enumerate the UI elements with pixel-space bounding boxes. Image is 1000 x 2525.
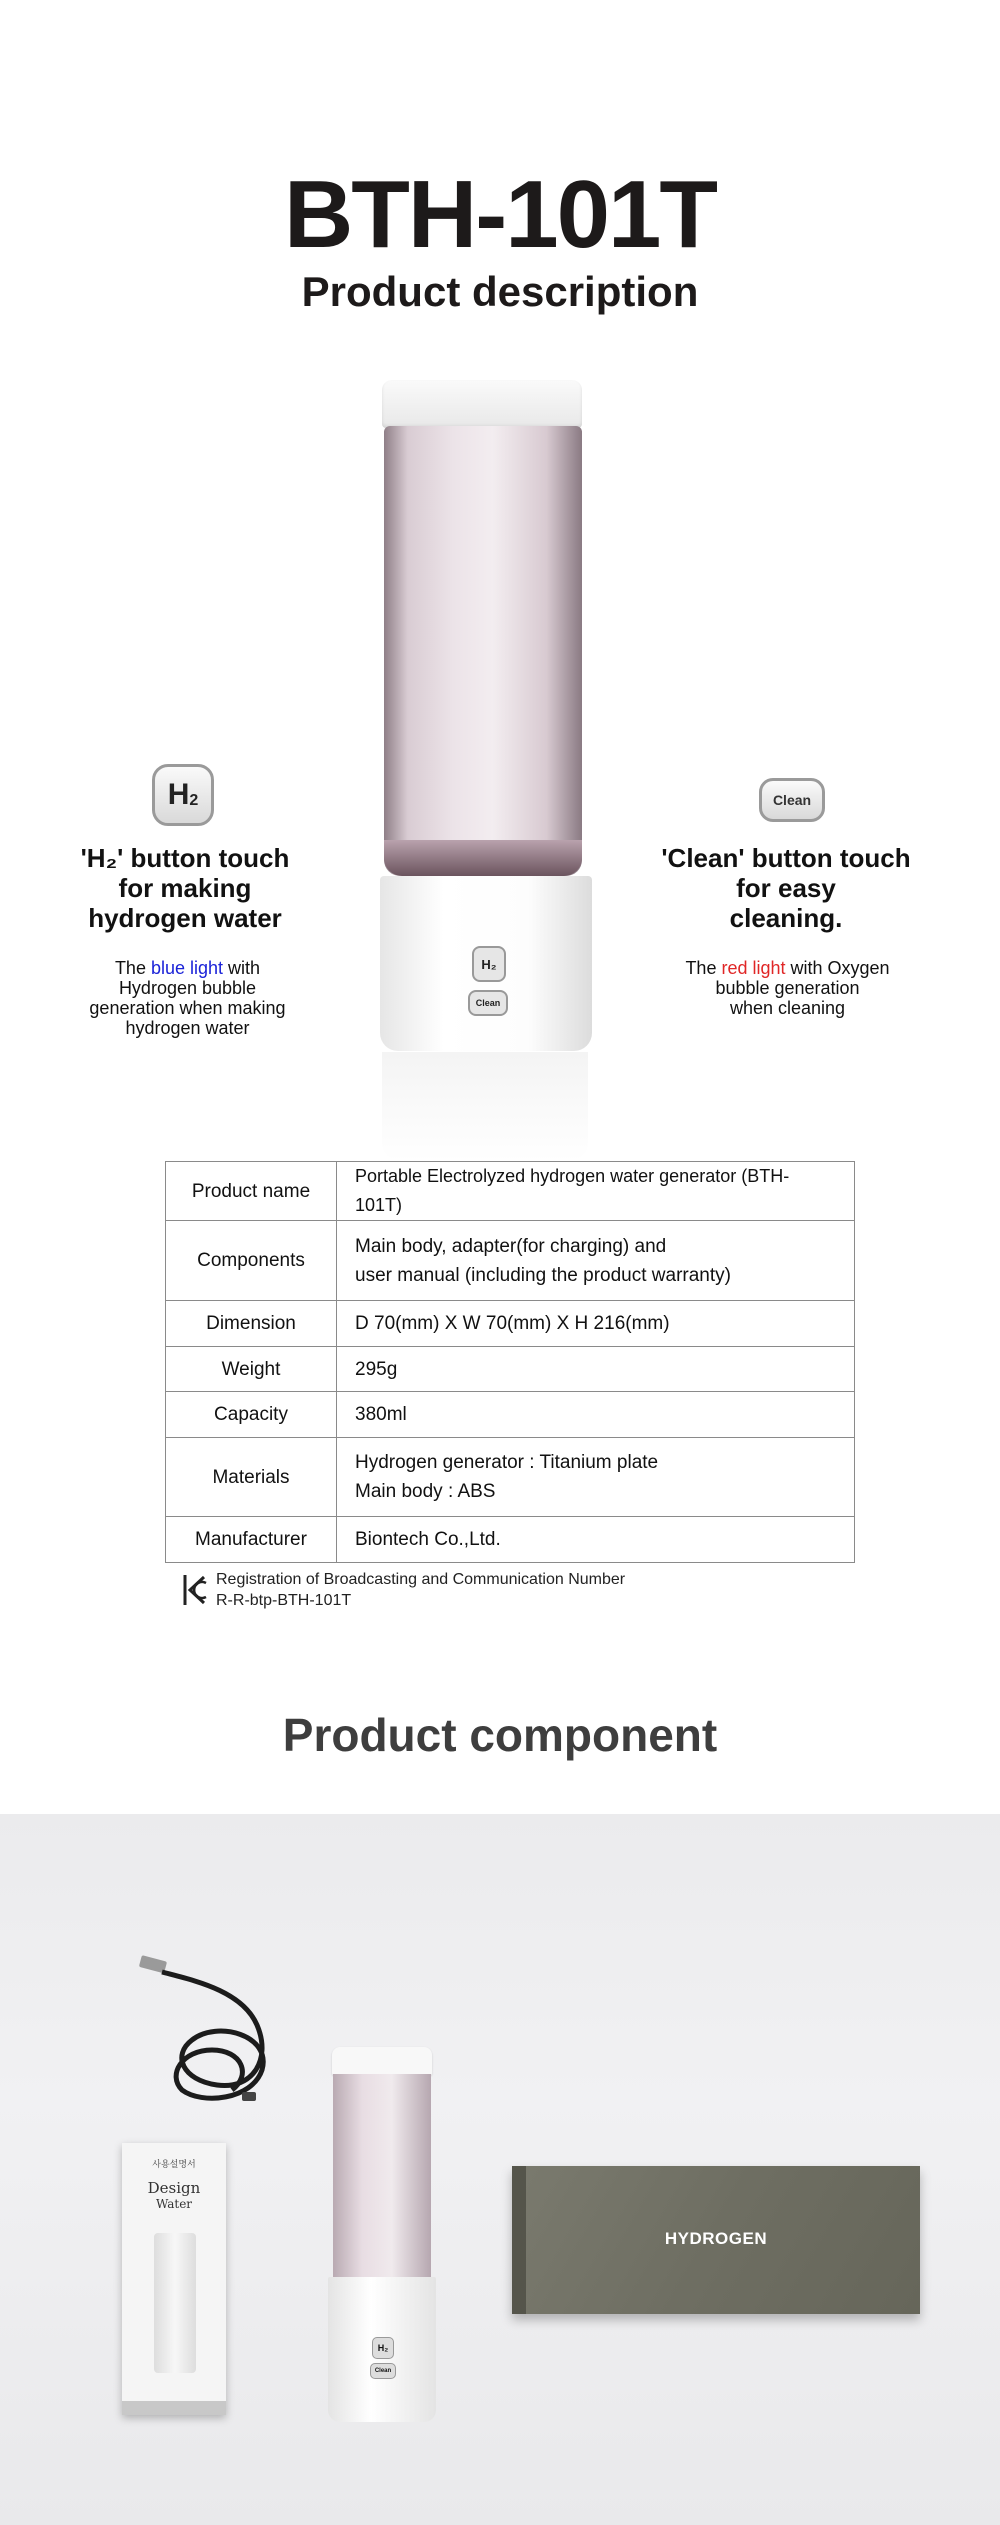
table-row <box>166 1162 855 1221</box>
mini-h2-button: H₂ <box>372 2337 394 2359</box>
kc-certification-icon <box>182 1573 208 1607</box>
spec-value: D 70(mm) X W 70(mm) X H 216(mm) <box>337 1301 855 1347</box>
spec-label: Dimension <box>166 1301 337 1347</box>
h2-feature-title: 'H₂' button touch for making hydrogen water <box>80 843 290 933</box>
main-body-image <box>328 2047 438 2422</box>
component-section-title: Product component <box>282 1709 718 1761</box>
table-row <box>166 1517 855 1563</box>
bottle-reflection <box>382 1052 588 1162</box>
usb-cable-image <box>132 1950 302 2120</box>
spec-value: Portable Electrolyzed hydrogen water generator (BTH-101T) <box>337 1162 855 1221</box>
spec-value: Main body, adapter(for charging) and user manual (including the product warranty) <box>337 1221 855 1301</box>
box-label: HYDROGEN <box>664 2229 768 2248</box>
table-row <box>166 1392 855 1438</box>
clean-feature-description: The red light with Oxygen bubble generation when cleaning <box>685 958 890 1018</box>
spec-label: Capacity <box>166 1392 337 1438</box>
spec-label: Materials <box>166 1438 337 1517</box>
clean-feature-title: 'Clean' button touch for easy cleaning. <box>661 843 911 933</box>
spec-value: Biontech Co.,Ltd. <box>337 1517 855 1563</box>
spec-value: 295g <box>337 1347 855 1392</box>
user-manual-image: 사용설명서 Design Water <box>122 2143 226 2415</box>
h2-button-icon: H $_2$ <box>152 764 214 826</box>
table-row <box>166 1438 855 1517</box>
bottle-cap <box>382 380 582 428</box>
page-subtitle: Product description <box>301 268 699 315</box>
spec-label: Manufacturer <box>166 1517 337 1563</box>
table-row <box>166 1221 855 1301</box>
model-title: BTH-101T <box>283 161 717 268</box>
bottle-glass <box>384 426 582 876</box>
spec-label: Weight <box>166 1347 337 1392</box>
registration-number: Registration of Broadcasting and Communication Number R-R-btp-BTH-101T <box>216 1571 626 1609</box>
product-image <box>380 380 595 1160</box>
bottle-electrode <box>384 840 582 876</box>
table-row <box>166 1301 855 1347</box>
clean-control-button: Clean <box>468 990 508 1016</box>
mini-clean-button: Clean <box>370 2363 396 2379</box>
h2-feature-description: The blue light with Hydrogen bubble generation when making hydrogen water <box>89 958 286 1038</box>
table-row <box>166 1347 855 1392</box>
spec-label: Product name <box>166 1162 337 1221</box>
clean-button-icon: Clean <box>759 778 825 822</box>
spec-label: Components <box>166 1221 337 1301</box>
spec-value: Hydrogen generator : Titanium plate Main body : ABS <box>337 1438 855 1517</box>
spec-value: 380ml <box>337 1392 855 1438</box>
h2-control-button: H₂ <box>472 946 506 982</box>
spec-table <box>165 1161 855 1563</box>
